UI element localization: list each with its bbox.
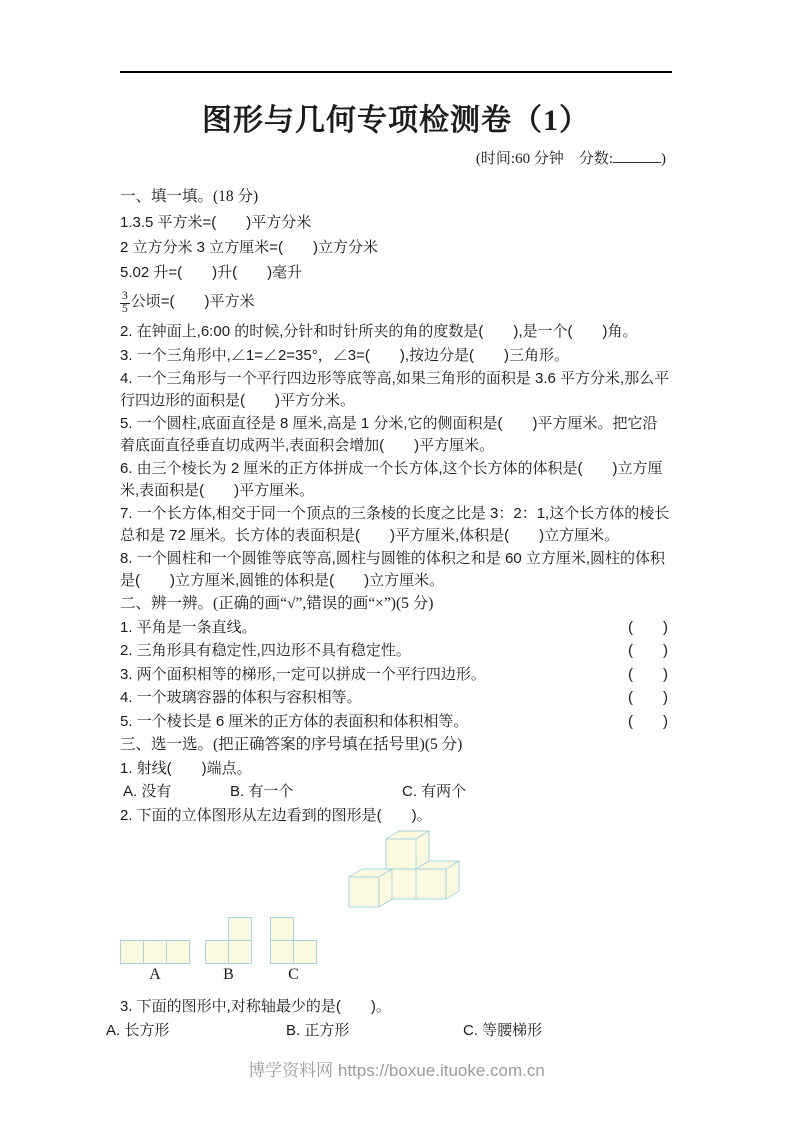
fill-q5: 5. 一个圆柱,底面直径是 8 厘米,高是 1 分米,它的侧面积是( )平方厘米。把它沿着底面直径垂直切成两半,表面积会增加( )平方厘米。 xyxy=(120,415,658,454)
square xyxy=(205,940,229,964)
judge-item-text: 4. 一个玻璃容器的体积与容积相等。 xyxy=(120,689,362,707)
option-b: B. 有一个 xyxy=(230,783,294,801)
option-c: C. 等腰梯形 xyxy=(463,1021,543,1039)
info-close-paren: ) xyxy=(661,151,666,167)
square xyxy=(293,940,317,964)
time-score-text: (时间:60 分钟 分数: xyxy=(475,151,613,167)
cube-stack-drawing xyxy=(338,828,468,914)
section2-header: 二、辨一辨。(正确的画“√”,错误的画“×”)(5 分) xyxy=(120,595,434,613)
square xyxy=(228,917,252,941)
worksheet-content xyxy=(106,73,672,1043)
fraction-numerator: 3 xyxy=(122,289,128,302)
judge-item-2 xyxy=(120,640,672,662)
fill-q3: 3. 一个三角形中,∠1=∠2=35°，∠3=( ),按边分是( )三角形。 xyxy=(120,346,569,364)
choice-q1: 1. 射线( )端点。 xyxy=(120,759,252,777)
fill-q1-line3: 5.02 升=( )升( )毫升 xyxy=(120,263,303,281)
answer-bracket: ( ) xyxy=(628,665,668,683)
fraction-denominator: 5 xyxy=(122,302,128,315)
figure-label-b: B xyxy=(223,966,234,984)
figure-label-c: C xyxy=(288,966,299,984)
square xyxy=(166,940,190,964)
section1-header: 一、填一填。(18 分) xyxy=(120,188,259,205)
option-a: A. 长方形 xyxy=(106,1021,170,1039)
option-a: A. 没有 xyxy=(123,783,172,801)
answer-bracket: ( ) xyxy=(628,689,668,707)
square xyxy=(143,940,167,964)
answer-bracket: ( ) xyxy=(628,712,668,730)
option-a-figure xyxy=(120,940,190,964)
fill-q8: 8. 一个圆柱和一个圆锥等底等高,圆柱与圆锥的体积之和是 60 立方厘米,圆柱的体积是( )立方厘米,圆锥的体积是( )立方厘米。 xyxy=(120,550,666,589)
square xyxy=(270,940,294,964)
fill-q2: 2. 在钟面上,6:00 的时候,分针和时针所夹的角的度数是( ),是一个( )角。 xyxy=(120,323,638,341)
judge-item-5 xyxy=(120,711,672,733)
judge-item-4 xyxy=(120,687,672,709)
option-b-figure xyxy=(205,917,252,964)
judge-item-1 xyxy=(120,617,672,639)
judge-item-text: 1. 平角是一条直线。 xyxy=(120,618,257,636)
square xyxy=(228,940,252,964)
cube-stack-figure xyxy=(338,828,672,914)
option-b: B. 正方形 xyxy=(286,1021,350,1039)
choice-q3-options xyxy=(106,1020,672,1042)
fill-q7: 7. 一个长方体,相交于同一个顶点的三条棱的长度之比是 3：2：1,这个长方体的棱长总和是 72 厘米。长方体的表面积是( )平方厘米,体积是( )立方厘米。 xyxy=(120,505,670,544)
answer-shape-figures xyxy=(120,916,672,964)
judge-item-3 xyxy=(120,664,672,686)
page-title: 图形与几何专项检测卷（1） xyxy=(202,104,590,137)
choice-q3: 3. 下面的图形中,对称轴最少的是( )。 xyxy=(120,998,391,1016)
judge-item-text: 5. 一个棱长是 6 厘米的正方体的表面积和体积相等。 xyxy=(120,712,469,730)
judge-item-text: 3. 两个面积相等的梯形,一定可以拼成一个平行四边形。 xyxy=(120,665,486,683)
figure-labels-row xyxy=(120,964,672,986)
fill-q6: 6. 由三个棱长为 2 厘米的正方体拼成一个长方体,这个长方体的体积是( )立方厘米,表面积是( )平方厘米。 xyxy=(120,460,663,499)
judge-item-text: 2. 三角形具有稳定性,四边形不具有稳定性。 xyxy=(120,642,411,660)
fraction-rest-text: 公顷=( )平方米 xyxy=(130,292,255,310)
choice-q1-options xyxy=(120,781,672,803)
fill-q1-line4 xyxy=(120,289,672,316)
answer-bracket: ( ) xyxy=(628,618,668,636)
fill-q1-line1: 1.3.5 平方米=( )平方分米 xyxy=(120,213,312,231)
choice-q2: 2. 下面的立体图形从左边看到的图形是( )。 xyxy=(120,806,432,824)
square xyxy=(120,940,144,964)
section3-header: 三、选一选。(把正确答案的序号填在括号里)(5 分) xyxy=(120,736,463,754)
time-score-line xyxy=(120,147,672,168)
fill-q4: 4. 一个三角形与一个平行四边形等底等高,如果三角形的面积是 3.6 平方分米,那么平行四边形的面积是( )平方分米。 xyxy=(120,370,670,409)
option-c: C. 有两个 xyxy=(402,783,467,801)
option-c-figure xyxy=(270,917,317,964)
fraction-three-fifths xyxy=(120,291,130,315)
score-blank xyxy=(613,148,661,163)
fill-q1-line2: 2 立方分米 3 立方厘米=( )立方分米 xyxy=(120,238,378,256)
square xyxy=(270,917,294,941)
answer-bracket: ( ) xyxy=(628,642,668,660)
figure-label-a: A xyxy=(149,966,161,984)
footer-watermark: 博学资料网 https://boxue.ituoke.com.cn xyxy=(248,1061,545,1080)
